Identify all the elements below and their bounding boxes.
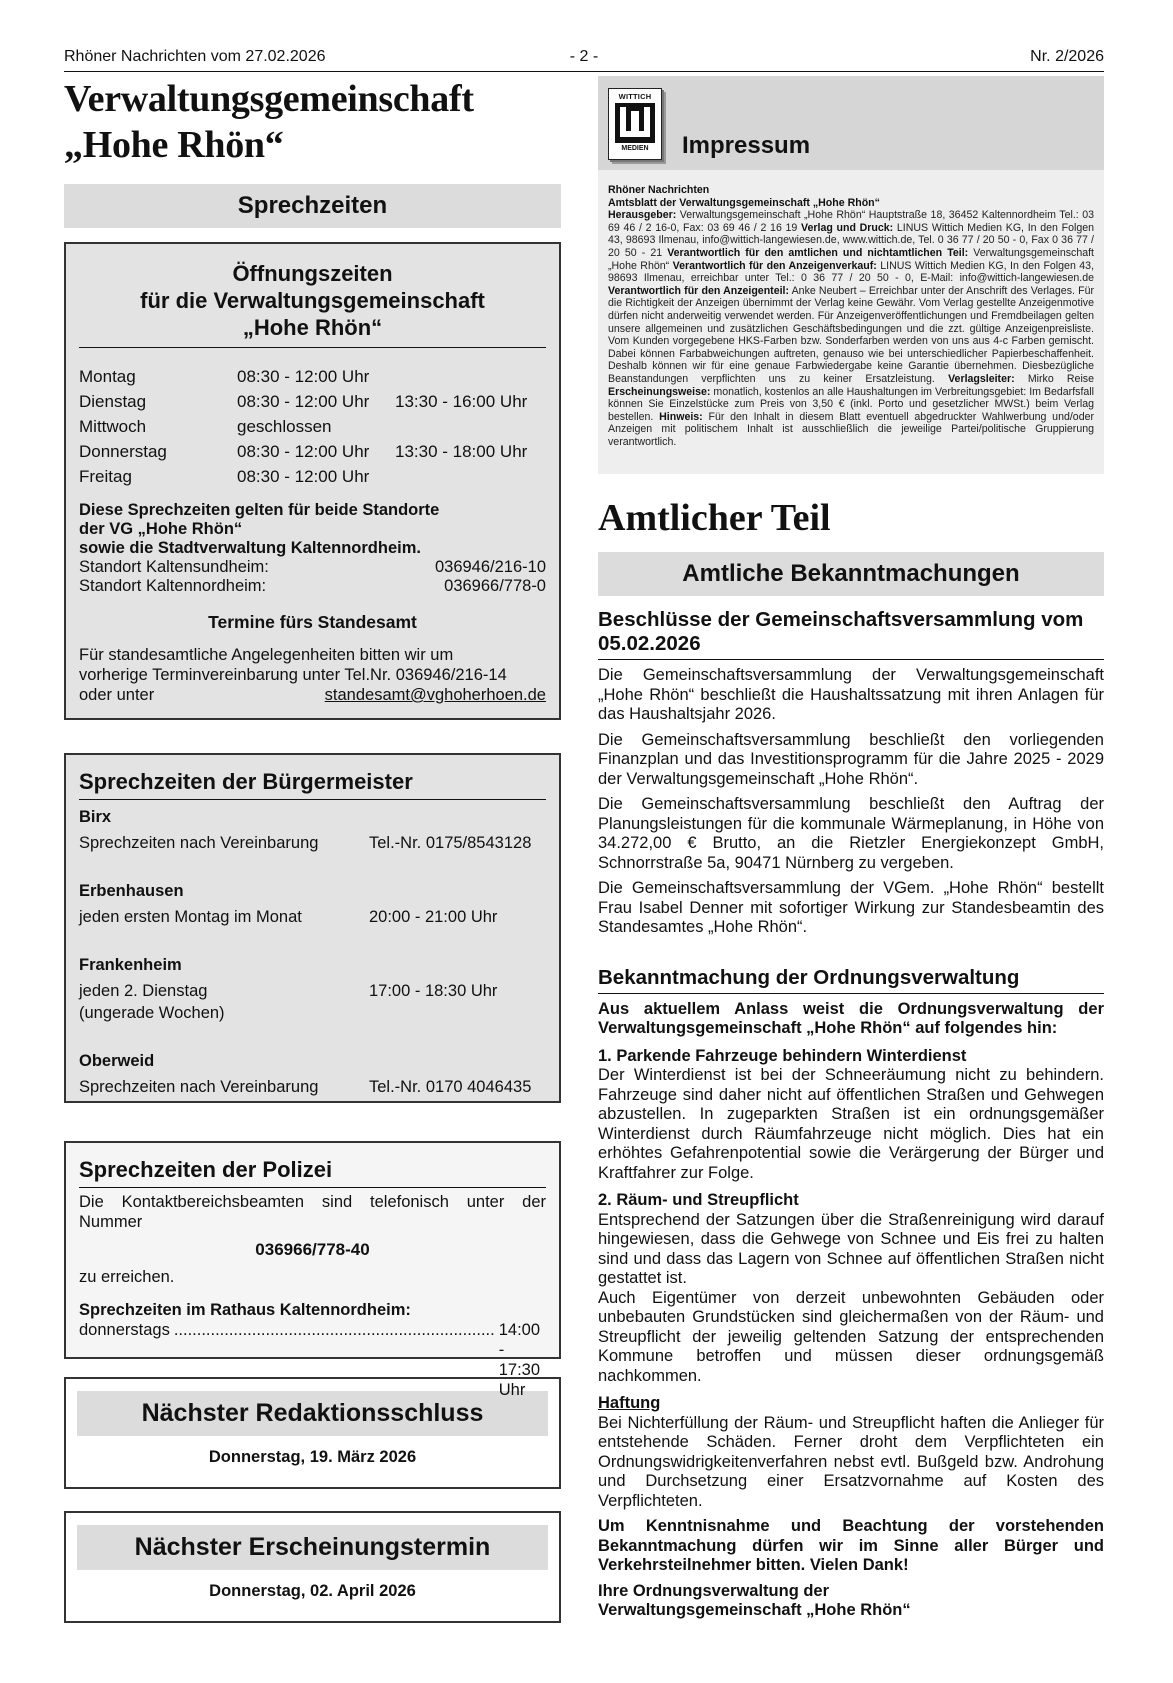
- hw-label: Hinweis:: [659, 410, 703, 423]
- locations-block: [79, 501, 546, 596]
- entry-name: Erbenhausen: [79, 882, 184, 900]
- locations-note-1: Diese Sprechzeiten gelten für beide Standorte: [79, 501, 440, 519]
- entry-right: Tel.-Nr. 0170 4046435: [369, 1078, 532, 1096]
- buergermeister-entry: [79, 954, 546, 1024]
- impressum-paragraph: [608, 209, 1094, 448]
- entry-right: Tel.-Nr. 0175/8543128: [369, 834, 532, 852]
- polizei-after: zu erreichen.: [79, 1268, 175, 1286]
- amtlicher-teil-title: Amtlicher Teil: [598, 497, 831, 539]
- polizei-rathaus-title: Sprechzeiten im Rathaus Kaltennordheim:: [79, 1301, 411, 1319]
- standesamt-title: Termine fürs Standesamt: [208, 612, 417, 632]
- entry-left: jeden ersten Montag im Monat: [79, 908, 302, 926]
- article2-heading-3: Haftung: [598, 1394, 661, 1412]
- header-page-number: - 2 -: [569, 48, 599, 65]
- impressum-line-1: Rhöner Nachrichten: [608, 184, 710, 196]
- logo-w-icon: [615, 103, 655, 143]
- polizei-dots: ......................................................................: [173, 1321, 495, 1339]
- entry-right: 20:00 - 21:00 Uhr: [369, 908, 498, 926]
- entry-left: [79, 980, 369, 1024]
- hours-day: Montag: [79, 367, 136, 386]
- right-column: [598, 76, 1104, 1621]
- hours-time-1: 08:30 - 12:00 Uhr: [237, 367, 370, 386]
- polizei-number: 036966/778-40: [255, 1240, 370, 1259]
- entry-right: 17:00 - 18:30 Uhr: [369, 982, 498, 1000]
- location-label: Standort Kaltensundheim:: [79, 558, 269, 576]
- entry-left-line-2: (ungerade Wochen): [79, 1004, 225, 1022]
- article2-paragraph-2a: Entsprechend der Satzungen über die Straßenreinigung wird darauf hingewiesen, dass die Gehwege von Schnee und Eis frei zu halten sind und dass das Lagern von Schnee auf öffentlichen Straßen nicht gestattet ist.: [598, 1210, 1104, 1287]
- hours-row: [79, 364, 546, 389]
- standesamt-line-1: Für standesamtliche Angelegenheiten bitten wir um: [79, 646, 454, 664]
- impressum-title: Impressum: [682, 132, 811, 159]
- entry-name: Birx: [79, 808, 112, 826]
- article2-title: Bekanntmachung der Ordnungsverwaltung: [598, 966, 1104, 994]
- locations-note-2: der VG „Hohe Rhön“: [79, 520, 243, 538]
- hours-time-1: 08:30 - 12:00 Uhr: [237, 467, 370, 486]
- erscheinungstermin-title: Nächster Erscheinungstermin: [77, 1525, 548, 1570]
- article1-title: Beschlüsse der Gemeinschaftsversammlung vom 05.02.2026: [598, 608, 1104, 660]
- hw-text: Für den Inhalt in diesem Blatt eventuell abgedruckter Wahlwerbung und/oder Anzeigen mit politischem Inhalt ist ausschließlich die jeweilige Partei/politische Gruppierung verantwortlich.: [608, 410, 1095, 448]
- hg-label: Herausgeber:: [608, 209, 677, 222]
- opening-title-line-3: „Hohe Rhön“: [242, 315, 383, 340]
- wittich-medien-logo: [608, 88, 662, 160]
- entry-name: Oberweid: [79, 1052, 155, 1070]
- article2-paragraph-3: Bei Nichterfüllung der Räum- und Streupflicht haften die Anlieger für entstehende Schäden. Ferner droht dem Verpflichteten ein Ordnungswidrigkeitenverfahren nebst evtl. Bußgeld bzw. Androhung und Durchsetzung einer Ersatzvornahme auf Kosten des Verpflichteten.: [598, 1413, 1104, 1510]
- polizei-box: [64, 1141, 561, 1399]
- polizei-day: donnerstags: [79, 1321, 170, 1339]
- vl-text: Mirko Reise: [1014, 372, 1094, 385]
- vz-label: Verantwortlich für den Anzeigenverkauf:: [672, 259, 877, 272]
- vz-text: LINUS Wittich Medien KG, In den Folgen 43, 98693 Ilmenau, erreichbar unter Tel.: 0 36 77 / 20 50 - 0, E-Mail: info@wittich-langewiesen.de: [608, 259, 1095, 285]
- locations-note-3: sowie die Stadtverwaltung Kaltennordheim.: [79, 539, 421, 557]
- hours-row: [79, 389, 546, 414]
- opening-hours-title: [79, 260, 546, 348]
- entry-left: Sprechzeiten nach Vereinbarung: [79, 834, 319, 852]
- polizei-rathaus-row: [79, 1320, 546, 1400]
- standesamt-email-link[interactable]: standesamt@vghoherhoen.de: [324, 686, 546, 704]
- hours-row: [79, 414, 546, 439]
- logo-text-top: WITTICH: [618, 92, 652, 101]
- redaktionsschluss-date: Donnerstag, 19. März 2026: [208, 1448, 417, 1466]
- article2-signature: [598, 1582, 1104, 1621]
- hours-time-2: 13:30 - 18:00 Uhr: [395, 442, 528, 461]
- standesamt-line-2: vorherige Terminvereinbarung unter Tel.Nr. 036946/216-14: [79, 666, 507, 684]
- opening-hours-box: [64, 242, 561, 720]
- location-row: [79, 577, 546, 596]
- entry-name: Frankenheim: [79, 956, 182, 974]
- buergermeister-entry: [79, 1050, 546, 1098]
- logo-text-bottom: MEDIEN: [621, 145, 649, 152]
- main-title-line-2: „Hohe Rhön“: [64, 124, 284, 166]
- hours-day: Mittwoch: [79, 417, 147, 436]
- standesamt-oder: oder unter: [79, 686, 155, 704]
- impressum-line-2: Amtsblatt der Verwaltungsgemeinschaft „Hohe Rhön“: [608, 196, 880, 209]
- vd-text: LINUS Wittich Medien KG, In den Folgen 43, 98693 Ilmenau, info@wittich-langewiesen.de, www.wittich.de, Tel. 0 36 77 / 20 50 - 0, Fax 0 36 77 / 20 50 - 21: [608, 221, 1095, 259]
- article1-paragraph: Die Gemeinschaftsversammlung der Verwaltungsgemeinschaft „Hohe Rhön“ beschließt die Haushaltssatzung mit ihren Anlagen für das Haushaltsjahr 2026.: [598, 666, 1104, 723]
- vat-text: Anke Neubert – Erreichbar unter der Anschrift des Verlages. Für die Richtigkeit der Anzeigen übernimmt der Verlag keine Gewähr. Vom Verlag gestellte Anzeigenmotive dürfen nicht anderweitig verwendet werden. Für Anzeigenveröffentlichungen und Fremdbeilagen gelten unsere allgemeinen und zusätzlichen Geschäftsbedingungen und die zzt. gültige Anzeigenpreisliste. Vom Kunden vorgegebene HKS-Farben bzw. Sonderfarben werden von uns aus 4-c Farben gemischt. Dabei können Farbabweichungen auftreten, genauso wie bei unterschiedlicher Papierbeschaffenheit. Deshalb können wir für eine genaue Farbwiedergabe keine Garantie übernehmen. Diesbezügliche Beanstandungen verpflichten uns zu keiner Ersatzleistung.: [608, 284, 1095, 385]
- hours-time-1: geschlossen: [237, 417, 332, 436]
- vl-label: Verlagsleiter:: [948, 372, 1015, 385]
- article2-closing: Um Kenntnisnahme und Beachtung der vorstehenden Bekanntmachung dürfen wir im Sinne aller Bürger und Verkehrsteilnehmer bitten. Vielen Dank!: [598, 1517, 1104, 1574]
- header-publication-date: Rhöner Nachrichten vom 27.02.2026: [64, 48, 326, 65]
- ew-label: Erscheinungsweise:: [608, 385, 711, 398]
- opening-title-line-2: für die Verwaltungsgemeinschaft: [140, 288, 485, 313]
- article2-intro: Aus aktuellem Anlass weist die Ordnungsverwaltung der Verwaltungsgemeinschaft „Hohe Rhön“ auf folgendes hin:: [598, 999, 1104, 1037]
- hours-row: [79, 439, 546, 464]
- article1-paragraph: Die Gemeinschaftsversammlung beschließt den Auftrag der Planungsleistungen für die kommunale Wärmeplanung, in Höhe von 34.272,00 € Brutto, an die Rietzler Energiekonzept GmbH, Schnorrstraße 5a, 90471 Nürnberg zu vergeben.: [598, 795, 1104, 872]
- opening-hours-table: [79, 364, 546, 489]
- signature-line-2: Verwaltungsgemeinschaft „Hohe Rhön“: [598, 1601, 911, 1619]
- va-text: Verwaltungsgemeinschaft „Hohe Rhön“: [608, 246, 1094, 272]
- entry-row: [79, 1076, 546, 1098]
- sprechzeiten-bar: Sprechzeiten: [64, 184, 561, 228]
- standesamt-text: [79, 645, 546, 705]
- left-column: [64, 76, 561, 1623]
- standesamt-line-3: [79, 685, 546, 705]
- location-phone: 036966/778-0: [444, 577, 546, 595]
- article2-heading-1: 1. Parkende Fahrzeuge behindern Winterdienst: [598, 1046, 967, 1065]
- impressum-box: [598, 76, 1104, 474]
- ew-text: monatlich, kostenlos an alle Haushaltungen im Verbreitungsgebiet: Im Bedarfsfall können Sie Einzelstücke zum Preis von 3,50 € (inkl. Porto und gesetzlicher MWSt.) beim Verlag bestellen.: [608, 385, 1094, 423]
- hours-day: Dienstag: [79, 392, 147, 411]
- page-header: [64, 48, 1104, 72]
- header-issue-number: Nr. 2/2026: [1030, 48, 1104, 65]
- hours-day: Freitag: [79, 467, 132, 486]
- article2-paragraph-2b: Auch Eigentümer von derzeit unbewohnten Gebäuden oder unbebauten Grundstücken sind gleichermaßen von der Räum- und Streupflicht der jeweilig geltenden Satzung der entsprechenden Kommune betroffen und müssen dieser ordnungsgemäß nachkommen.: [598, 1288, 1104, 1385]
- buergermeister-entry: [79, 806, 546, 854]
- polizei-title: Sprechzeiten der Polizei: [79, 1157, 546, 1188]
- entry-row: [79, 906, 546, 928]
- buergermeister-entry: [79, 880, 546, 928]
- main-title-line-1: Verwaltungsgemeinschaft: [64, 78, 474, 120]
- impressum-body: [598, 170, 1104, 474]
- hours-time-1: 08:30 - 12:00 Uhr: [237, 392, 370, 411]
- entry-row: [79, 832, 546, 854]
- entry-row: [79, 980, 546, 1024]
- vd-label: Verlag und Druck:: [801, 221, 894, 234]
- entry-left: Sprechzeiten nach Vereinbarung: [79, 1078, 319, 1096]
- article2-heading-2: 2. Räum- und Streupflicht: [598, 1191, 799, 1209]
- redaktionsschluss-title: Nächster Redaktionsschluss: [77, 1391, 548, 1436]
- location-row: [79, 558, 546, 577]
- hours-row: [79, 464, 546, 489]
- vat-label: Verantwortlich für den Anzeigenteil:: [608, 284, 790, 297]
- article1-paragraph: Die Gemeinschaftsversammlung beschließt den vorliegenden Finanzplan und das Investitionsprogramm für die Jahre 2025 - 2029 der Verwaltungsgemeinschaft „Hohe Rhön“.: [598, 730, 1104, 788]
- entry-left-line-1: jeden 2. Dienstag: [79, 982, 208, 1000]
- hours-time-1: 08:30 - 12:00 Uhr: [237, 442, 370, 461]
- hg-text: Verwaltungsgemeinschaft „Hohe Rhön“ Hauptstraße 18, 36452 Kaltennordheim Tel.: 03 69 46 / 2 16-0, Fax: 03 69 46 / 2 16 19: [608, 209, 1094, 234]
- va-label: Verantwortlich für den amtlichen und nichtamtlichen Teil:: [667, 246, 969, 259]
- location-phone: 036946/216-10: [434, 558, 546, 576]
- article2-paragraph-1: Der Winterdienst ist bei der Schneeräumung nicht zu behindern. Fahrzeuge sind daher nicht auf öffentlichen Straßen und Gehwegen abzustellen. In zugeparkten Straßen ist ein ordnungsgemäßer Winterdienst durch Räumfahrzeuge nicht möglich. Dies hat ein erhöhtes Gefahrenpotential sowie die Verärgerung der Bürger und Kraftfahrer zur Folge.: [598, 1066, 1104, 1182]
- polizei-text: Die Kontaktbereichsbeamten sind telefonisch unter der Nummer: [79, 1193, 546, 1231]
- buergermeister-box: [64, 753, 561, 1103]
- signature-line-1: Ihre Ordnungsverwaltung der: [598, 1581, 830, 1600]
- buergermeister-title: Sprechzeiten der Bürgermeister: [79, 769, 546, 800]
- article1-paragraph: Die Gemeinschaftsversammlung der VGem. „Hohe Rhön“ bestellt Frau Isabel Denner mit sofortiger Wirkung zur Standesbeamtin des Standesamtes „Hohe Rhön“.: [598, 879, 1104, 936]
- impressum-header: [598, 76, 1104, 170]
- location-label: Standort Kaltennordheim:: [79, 577, 267, 595]
- bekanntmachungen-bar: Amtliche Bekanntmachungen: [598, 552, 1104, 596]
- opening-title-line-1: Öffnungszeiten: [232, 261, 393, 286]
- main-title: [64, 76, 561, 168]
- hours-day: Donnerstag: [79, 442, 167, 461]
- erscheinungstermin-date: Donnerstag, 02. April 2026: [209, 1582, 416, 1600]
- hours-time-2: 13:30 - 16:00 Uhr: [395, 392, 528, 411]
- erscheinungstermin-box: [64, 1511, 561, 1623]
- polizei-time: 14:00 - 17:30 Uhr: [498, 1321, 541, 1399]
